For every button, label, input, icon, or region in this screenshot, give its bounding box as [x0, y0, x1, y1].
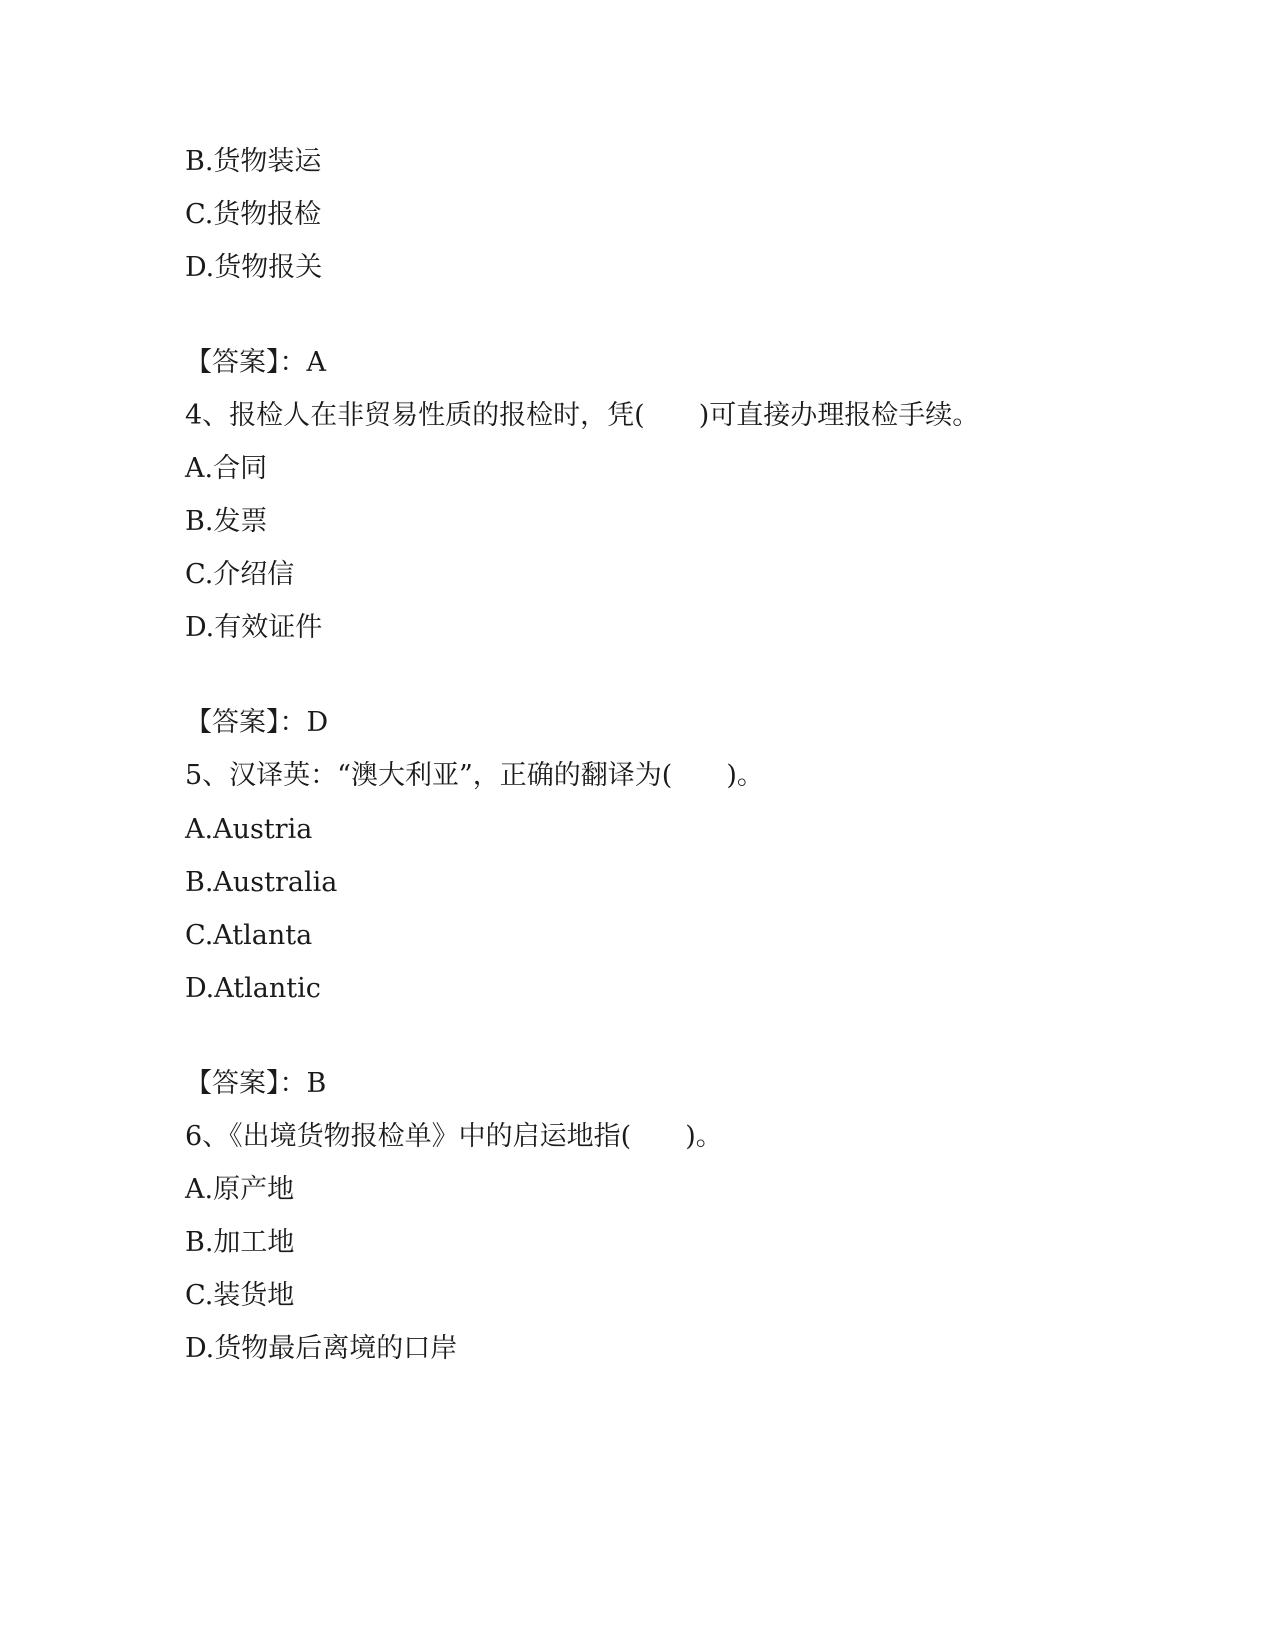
option-c: C.货物报检 — [185, 199, 322, 230]
option-a: A.原产地 — [185, 1174, 295, 1205]
option-b: B.加工地 — [185, 1227, 295, 1258]
answer-line: 【答案】：D — [185, 707, 329, 738]
option-a: A.Austria — [185, 814, 313, 845]
option-d: D.Atlantic — [185, 973, 321, 1004]
option-d: D.货物报关 — [185, 252, 323, 283]
option-d: D.有效证件 — [185, 612, 323, 643]
option-b: B.Australia — [185, 867, 338, 898]
option-a: A.合同 — [185, 453, 268, 484]
answer-line: 【答案】：B — [185, 1068, 327, 1099]
option-c: C.介绍信 — [185, 559, 295, 590]
question-stem: 6、《出境货物报检单》中的启运地指( )。 — [185, 1121, 723, 1152]
option-c: C.Atlanta — [185, 920, 313, 951]
option-c: C.装货地 — [185, 1280, 295, 1311]
question-stem: 5、汉译英：“澳大利亚”，正确的翻译为( )。 — [185, 760, 764, 791]
question-stem: 4、报检人在非贸易性质的报检时，凭( )可直接办理报检手续。 — [185, 400, 980, 431]
option-d: D.货物最后离境的口岸 — [185, 1333, 458, 1364]
option-b: B.发票 — [185, 506, 268, 537]
option-b: B.货物装运 — [185, 146, 322, 177]
answer-line: 【答案】：A — [185, 347, 326, 378]
